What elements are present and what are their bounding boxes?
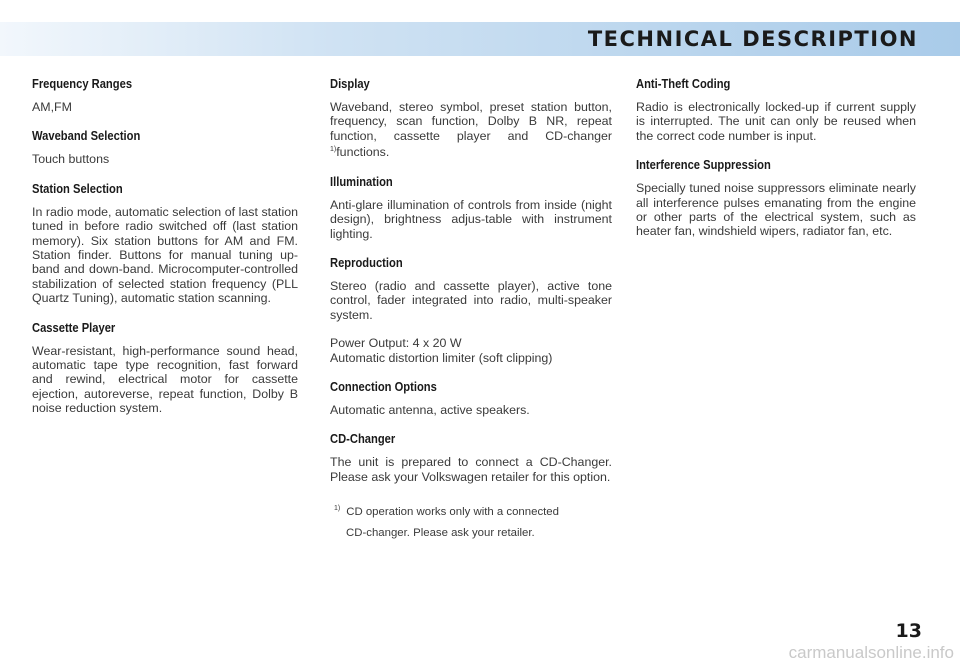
heading-reproduction: Reproduction (330, 254, 403, 270)
text-interference-suppression: Specially tuned noise suppressors eliminate nearly all interference pulses emanating from the engine or other parts of the electrical system, such as heater fan, windshield wipers, radiator fan, etc. (636, 181, 916, 239)
text-waveband-selection: Touch buttons (32, 152, 110, 167)
text-display (330, 100, 612, 160)
text-connection-options: Automatic antenna, active speakers. (330, 403, 530, 417)
heading-illumination: Illumination (330, 173, 393, 189)
text-display-main: Waveband, stereo symbol, preset station button, frequency, scan function, Dolby B NR, repeat function, cassette player and CD-changer (330, 100, 612, 143)
text-distortion-limiter: Automatic distortion limiter (soft clipping) (330, 350, 553, 365)
heading-cd-changer: CD-Changer (330, 431, 396, 447)
text-reproduction: Stereo (radio and cassette player), active tone control, fader integrated into radio, multi-speaker system. (330, 278, 612, 322)
heading-frequency-ranges: Frequency Ranges (32, 76, 133, 91)
heading-anti-theft-coding: Anti-Theft Coding (636, 76, 731, 91)
footnote-text-1: CD operation works only with a connected (346, 506, 559, 519)
column-right (636, 76, 916, 253)
text-illumination: Anti-glare illumination of controls from inside (night design), brightness adjus-table with instrument lighting. (330, 197, 612, 241)
heading-connection-options: Connection Options (330, 379, 437, 394)
heading-interference-suppression: Interference Suppression (636, 157, 771, 173)
footnote (334, 498, 612, 544)
heading-station-selection: Station Selection (32, 180, 123, 196)
text-display-end: functions. (336, 145, 390, 160)
text-cassette-player: Wear-resistant, high-performance sound head, automatic tape type recognition, fast forward and rewind, electrical motor for cassette ejection, autoreverse, repeat function, Dolby B noise reduction system. (32, 343, 298, 416)
heading-cassette-player: Cassette Player (32, 319, 116, 335)
watermark: carmanualsonline.info (788, 643, 954, 662)
text-power-output (330, 336, 612, 365)
text-power-output-line: Power Output: 4 x 20 W (330, 336, 462, 351)
page-title: TECHNICAL DESCRIPTION (587, 27, 918, 51)
footnote-marker: 1) (330, 146, 337, 154)
text-cd-changer: The unit is prepared to connect a CD-Changer. Please ask your Volkswagen retailer for this option. (330, 455, 612, 484)
footnote-line-1 (334, 498, 612, 523)
text-frequency-ranges: AM,FM (32, 100, 72, 114)
heading-display: Display (330, 76, 370, 91)
text-anti-theft-coding: Radio is electronically locked-up if current supply is interrupted. The unit can only be reused when the correct code number is input. (636, 100, 916, 143)
footnote-line-2: CD-changer. Please ask your retailer. (346, 527, 535, 540)
column-middle (330, 76, 612, 544)
text-station-selection: In radio mode, automatic selection of last station tuned in before radio switched off (last station memory). Six station buttons for AM and FM. Station finder. Buttons for manual tuning up-band and down-band. Microcomputer-controlled stabilization of selected station frequency (PLL Quartz Tuning), automatic station scanning. (32, 204, 298, 306)
heading-waveband-selection: Waveband Selection (32, 128, 141, 144)
page-number: 13 (895, 620, 922, 642)
footnote-marker-bottom: 1) (334, 505, 341, 513)
column-left (32, 76, 298, 430)
